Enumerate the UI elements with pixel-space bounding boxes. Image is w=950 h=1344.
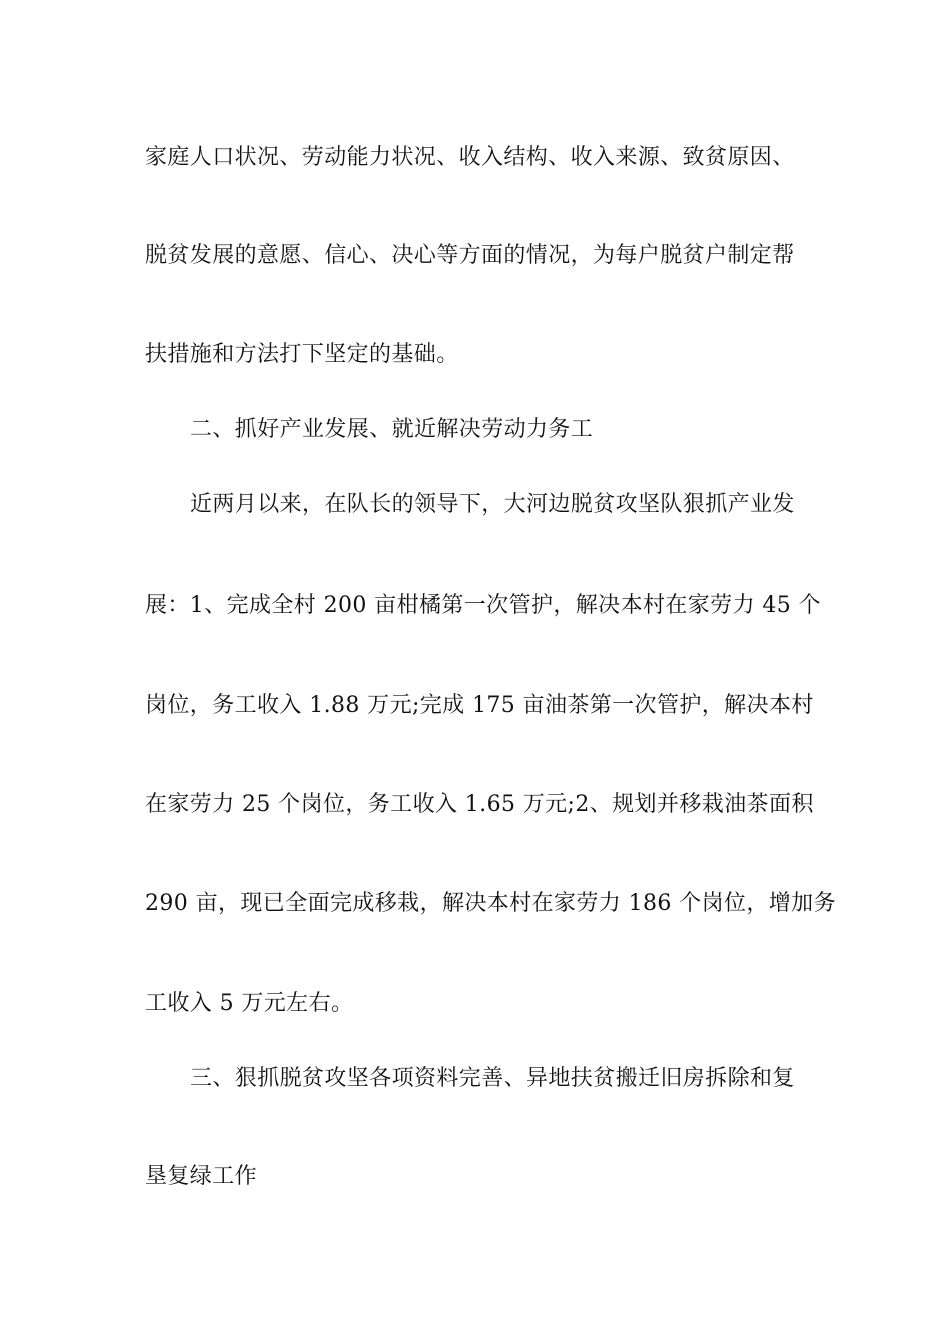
section-heading: 三、狠抓脱贫攻坚各项资料完善、异地扶贫搬迁旧房拆除和复 — [190, 1066, 795, 1091]
section-heading: 二、抓好产业发展、就近解决劳动力务工 — [190, 417, 594, 442]
paragraph-line: 近两月以来，在队长的领导下，大河边脱贫攻坚队狠抓产业发 — [190, 492, 795, 517]
paragraph-line: 工收入 5 万元左右。 — [145, 991, 354, 1016]
section-heading-continued: 垦复绿工作 — [145, 1164, 258, 1189]
paragraph-line: 岗位，务工收入 1.88 万元;完成 175 亩油茶第一次管护，解决本村 — [145, 693, 814, 718]
paragraph-line: 290 亩，现已全面完成移栽，解决本村在家劳力 186 个岗位，增加务 — [145, 891, 836, 916]
paragraph-line: 家庭人口状况、劳动能力状况、收入结构、收入来源、致贫原因、 — [145, 145, 795, 170]
paragraph-line: 扶措施和方法打下坚定的基础。 — [145, 342, 459, 367]
paragraph-line: 在家劳力 25 个岗位，务工收入 1.65 万元;2、规划并移栽油茶面积 — [145, 792, 814, 817]
paragraph-line: 脱贫发展的意愿、信心、决心等方面的情况，为每户脱贫户制定帮 — [145, 243, 795, 268]
paragraph-line: 展：1、完成全村 200 亩柑橘第一次管护，解决本村在家劳力 45 个 — [145, 593, 821, 618]
